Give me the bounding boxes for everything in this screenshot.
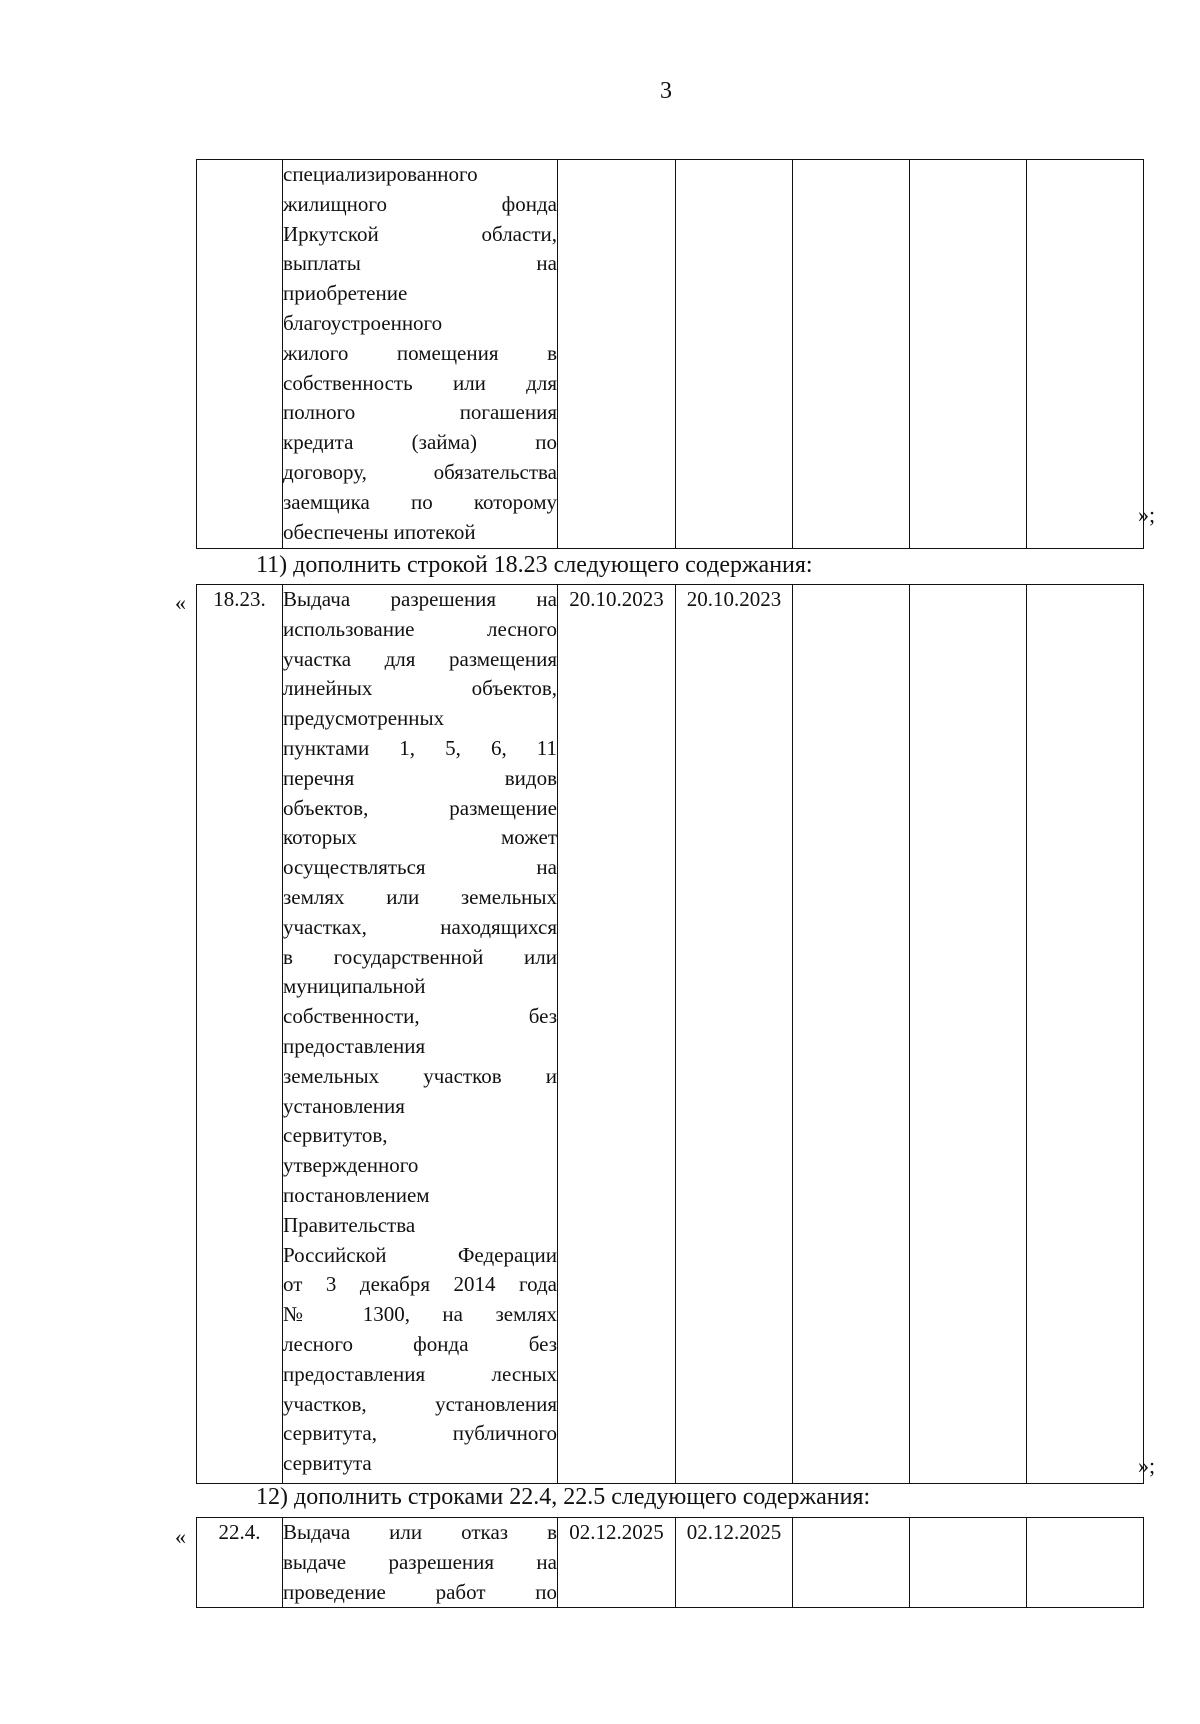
description-line: приобретение xyxy=(283,281,408,306)
description-line: сервитута xyxy=(283,1451,372,1476)
description-line: Выдача или отказ в xyxy=(283,1520,557,1544)
empty-cell xyxy=(1027,160,1144,549)
description-line: осуществляться на xyxy=(283,855,557,880)
row-number: 18.23. xyxy=(197,585,283,1484)
description-line: жилого помещения в xyxy=(283,340,557,365)
description-line: № 1300, на землях xyxy=(283,1302,557,1327)
description-line: заемщика по которому xyxy=(283,489,557,514)
date-cell-1: 02.12.2025 xyxy=(558,1518,676,1608)
table-row xyxy=(197,1518,1144,1608)
description-line: землях или земельных xyxy=(283,884,557,909)
amendment-heading-11: 11) дополнить строкой 18.23 следующего содержания: xyxy=(256,552,813,578)
description-line: кредита (займа) по xyxy=(283,430,557,455)
description-line: обеспечены ипотекой xyxy=(283,519,476,544)
description-line: специализированного xyxy=(283,162,478,186)
table-row-22-4 xyxy=(196,1517,1144,1608)
description-line: предоставления лесных xyxy=(283,1361,557,1386)
description-line: участках, находящихся xyxy=(283,914,557,939)
description-cell xyxy=(283,585,558,1484)
description-line: от 3 декабря 2014 года xyxy=(283,1272,557,1297)
description-line: земельных участков и xyxy=(283,1063,557,1088)
description-line: объектов, размещение xyxy=(283,795,557,820)
date-cell-2: 02.12.2025 xyxy=(676,1518,793,1608)
empty-cell xyxy=(1027,1518,1144,1608)
description-line: участков, установления xyxy=(283,1391,557,1416)
empty-cell xyxy=(1027,585,1144,1484)
description-line: лесного фонда без xyxy=(283,1331,557,1356)
table-row xyxy=(197,160,1144,549)
description-line: полного погашения xyxy=(283,400,557,425)
empty-cell xyxy=(910,1518,1027,1608)
description-line: участка для размещения xyxy=(283,646,557,671)
table-row xyxy=(197,585,1144,1484)
empty-cell xyxy=(793,160,910,549)
empty-cell xyxy=(676,160,793,549)
table-row-18-23 xyxy=(196,584,1144,1484)
page-number: 3 xyxy=(660,78,672,104)
row-number: 22.4. xyxy=(197,1518,283,1608)
description-line: выдаче разрешения на xyxy=(283,1549,557,1574)
description-line: Выдача разрешения на xyxy=(283,587,557,611)
description-line: муниципальной xyxy=(283,974,426,999)
description-line: Правительства xyxy=(283,1212,416,1237)
description-line: жилищного фонда xyxy=(283,191,557,216)
number-cell xyxy=(197,160,283,549)
date-cell-1: 20.10.2023 xyxy=(558,585,676,1484)
description-line: собственности, без xyxy=(283,1004,557,1029)
empty-cell xyxy=(793,1518,910,1608)
description-line: перечня видов xyxy=(283,765,557,790)
opening-quote: « xyxy=(175,590,186,615)
closing-quote: »; xyxy=(1138,1453,1156,1478)
description-line: предоставления xyxy=(283,1033,426,1058)
description-line: благоустроенного xyxy=(283,310,443,335)
description-line: проведение работ по xyxy=(283,1579,557,1604)
description-line: собственность или для xyxy=(283,370,557,395)
description-line: которых может xyxy=(283,825,557,850)
empty-cell xyxy=(793,585,910,1484)
description-line: сервитутов, xyxy=(283,1123,388,1148)
empty-cell xyxy=(910,585,1027,1484)
description-line: Иркутской области, xyxy=(283,221,557,246)
empty-cell xyxy=(910,160,1027,549)
description-line: в государственной или xyxy=(283,944,557,969)
date-cell-2: 20.10.2023 xyxy=(676,585,793,1484)
description-line: постановлением xyxy=(283,1182,430,1207)
opening-quote: « xyxy=(175,1524,186,1549)
empty-cell xyxy=(558,160,676,549)
description-line: выплаты на xyxy=(283,251,557,276)
amendment-heading-12: 12) дополнить строками 22.4, 22.5 следующего содержания: xyxy=(256,1484,871,1510)
description-cell xyxy=(283,160,558,549)
description-line: линейных объектов, xyxy=(283,676,557,701)
description-line: договору, обязательства xyxy=(283,459,557,484)
description-cell xyxy=(283,1518,558,1608)
description-line: сервитута, публичного xyxy=(283,1421,557,1446)
description-line: Российской Федерации xyxy=(283,1242,557,1267)
description-line: предусмотренных xyxy=(283,706,445,731)
description-line: использование лесного xyxy=(283,616,557,641)
closing-quote: »; xyxy=(1138,502,1156,527)
description-line: утвержденного xyxy=(283,1153,419,1178)
description-line: пунктами 1, 5, 6, 11 xyxy=(283,735,557,760)
description-line: установления xyxy=(283,1093,405,1118)
table-continuation xyxy=(196,159,1144,549)
